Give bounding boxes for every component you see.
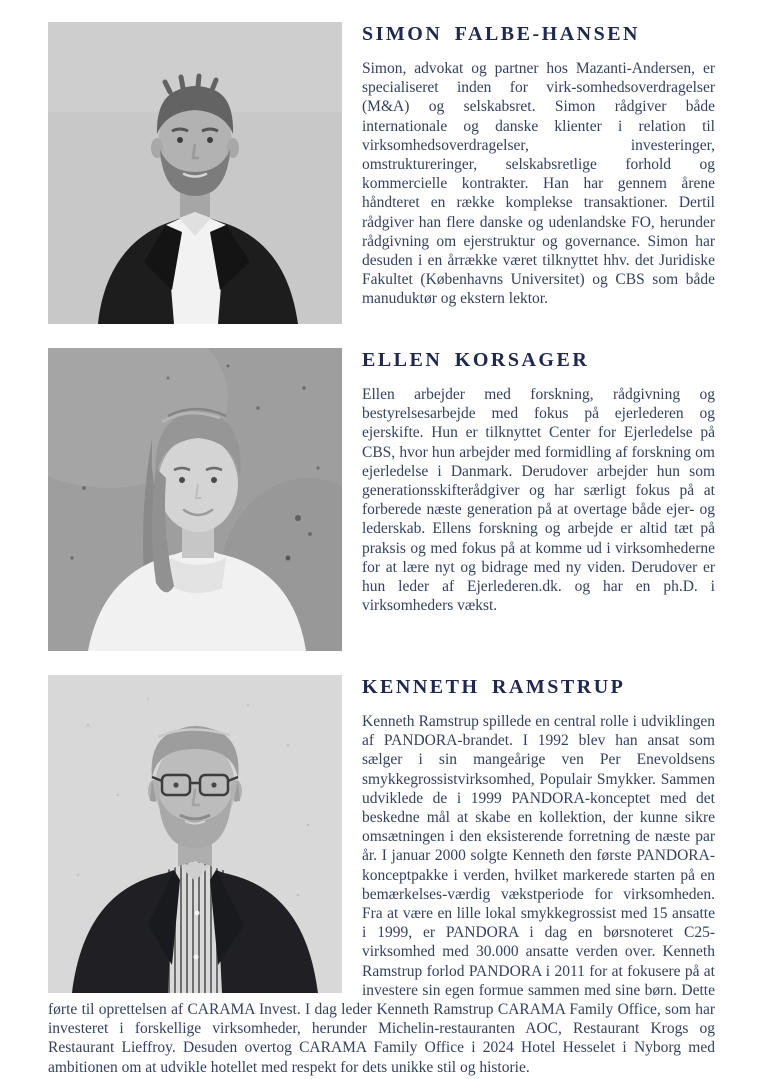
profile-bio-ellen: Ellen arbejder med forskning, rådgivning og bestyrelsesarbejde med fokus på ejerlederen og ejerskifte. Hun er tilknyttet Center for Ejerledelse på CBS, hvor hun arbejder med formidling af forskning om ejerledelse i Danmark. Derudover arbejder hun som generationsskifterådgiver og har særligt fokus på at forberede næste generation på at overtage både ejer- og lederskab. Ellens forskning og arbejde er altid tæt på praksis og med fokus på at komme ud i virksomhederne for at lære nyt og bidrage med ny viden. Derudover er hun leder af Ejerlederen.dk. og har en ph.D. i virksomheders vækst. — [362, 386, 715, 615]
portrait-photo-simon — [48, 22, 342, 324]
portrait-photo-ellen — [48, 348, 342, 651]
profile-bio-kenneth: Kenneth Ramstrup spillede en central rolle i udviklingen af PANDORA-brandet. I 1992 blev han ansat som sælger i sin mangeårige ven Per Enevoldsens smykkegrossistvirksomhed, Populair Smykker. Sammen udviklede de i 1999 PANDORA-konceptet med det beskedne mål at skabe en kollektion, der kunne sikre omsætningen i den eksisterende forretning de næste par år. I januar 2000 solgte Kenneth den første PANDORA-konceptpakke i verden, hvilket markerede starten på en bemærkelses-værdig vækstperiode for virksomheden. Fra at være en lille lokal smykkegrossist med 15 ansatte i 1999, er PANDORA i dag en børsnoteret C25-virksomhed med 30.000 ansatte verden over. Kenneth Ramstrup forlod PANDORA i 2011 for at fokusere på at investere sin egen formue sammen med sine børn. Dette førte til oprettelsen af CARAMA Invest. I dag leder Kenneth Ramstrup CARAMA Family Office, som har investeret i forskellige virksomheder, herunder Michelin-restauranten AOC, Restaurant Krogs og Restaurant Lieffroy. Desuden overtog CARAMA Family Office i 2024 Hotel Hesselet i Nyborg med ambitionen om at udvikle hotellet med respekt for dets unikke stil og historie. — [48, 713, 715, 1076]
portrait-simon-illustration — [48, 22, 342, 324]
profile-section-simon — [48, 22, 715, 330]
profile-bio-simon: Simon, advokat og partner hos Mazanti-Andersen, er specialiseret inden for virk-somhedsoverdragelser (M&A) og selskabsret. Simon rådgiver både internationale og danske klienter i relation til virksomhedsoverdragelser, investeringer, omstruktureringer, selskabsretlige forhold og kommercielle kontrakter. Han har gennem årene håndteret en række komplekse transaktioner. Dertil rådgiver han flere danske og udenlandske FO, herunder rådgivning om ejerstruktur og governance. Simon har desuden i en årrække været tilknyttet hhv. det Juridiske Fakultet (Københavns Universitet) og CBS som både manuduktør og ekstern lektor. — [362, 60, 715, 308]
portrait-kenneth-illustration — [48, 675, 342, 993]
profile-name-ellen: ELLEN KORSAGER — [362, 349, 590, 371]
portrait-ellen-illustration — [48, 348, 342, 651]
profile-section-ellen — [48, 348, 715, 657]
profile-section-kenneth — [48, 675, 715, 1077]
profile-name-simon: SIMON FALBE-HANSEN — [362, 23, 640, 45]
portrait-photo-kenneth — [48, 675, 342, 993]
profile-name-kenneth: KENNETH RAMSTRUP — [362, 676, 626, 698]
